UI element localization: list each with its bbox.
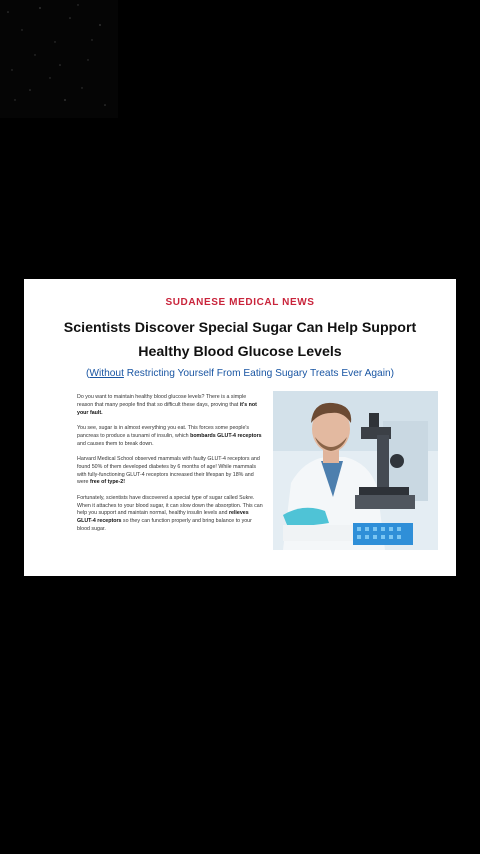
paragraph: You see, sugar is in almost everything you eat. This forces some people's pancreas to produce a tsunami of insulin, which bombards GLUT-4 receptors and causes them to break down. — [77, 424, 262, 447]
static-noise-patch — [0, 0, 118, 118]
paragraph: Harvard Medical School observed mammals with faulty GLUT-4 receptors and found 50% of them developed diabetes by 6 months of age! While mammals with fully-functioning GLUT-4 receptors increased their lifespan by 18% and were free of type-2! — [77, 455, 260, 486]
publication-name: SUDANESE MEDICAL NEWS — [165, 297, 315, 308]
subhead-open: ( — [85, 368, 90, 379]
article-subhead — [24, 368, 456, 379]
article-body — [77, 394, 263, 541]
subhead-rest: Restricting Yourself From Eating Sugary Treats Ever Again) — [123, 368, 395, 379]
subhead-underlined: Without — [89, 368, 124, 379]
paragraph: Do you want to maintain healthy blood glucose levels? There is a simple reason that many people find that so difficult these days, proving that it's not your fault. — [77, 394, 257, 416]
article-headline: Scientists Discover Special Sugar Can Help Support Healthy Blood Glucose Levels — [63, 320, 417, 360]
paragraph: Fortunately, scientists have discovered a special type of sugar called Sukre. When it attaches to your blood sugar, it can slow down the absorption. This can help you support and maintain normal, healthy insulin levels and relieves GLUT-4 receptors so they can function properly and bring balance to your blood sugar. — [77, 494, 263, 532]
article-card — [24, 279, 456, 576]
scientist-microscope-photo — [273, 391, 438, 550]
